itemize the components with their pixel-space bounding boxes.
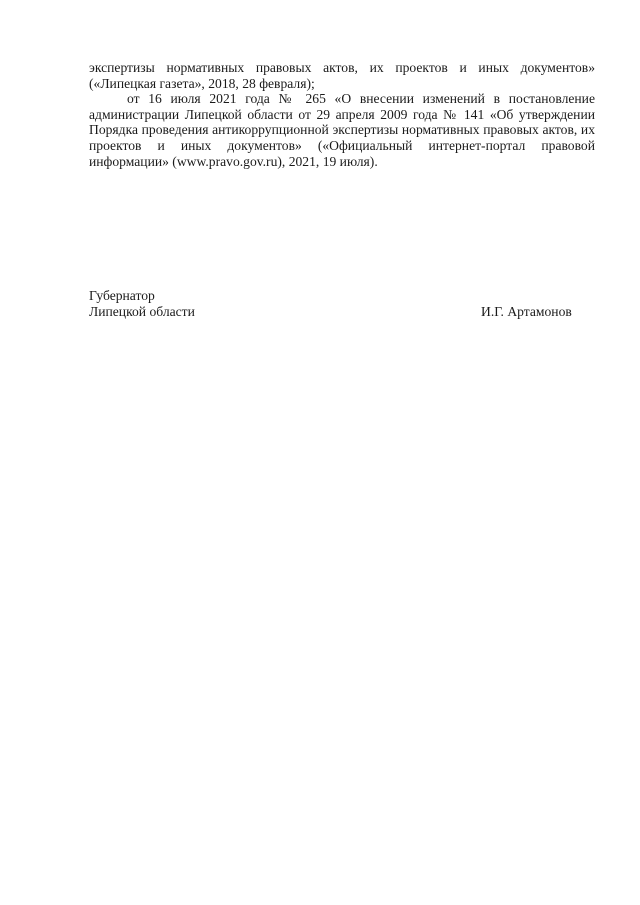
paragraph-continuation: экспертизы нормативных правовых актов, их проектов и иных документов» («Липецкая газета», 2018, 28 февраля); xyxy=(89,60,595,91)
document-body xyxy=(89,60,595,169)
signatory-position-line1: Губернатор xyxy=(89,288,155,303)
signature-block xyxy=(89,288,595,319)
signatory-position-line2: Липецкой области xyxy=(89,303,195,319)
paragraph-amendment: от 16 июля 2021 года № 265 «О внесении изменений в постановление администрации Липецкой области от 29 апреля 2009 года № 141 «Об утверждении Порядка проведения антикоррупционной экспертизы нормативных правовых актов, их проектов и иных документов» («Официальный интернет-портал правовой информации» (www.pravo.gov.ru), 2021, 19 июля). xyxy=(89,91,595,169)
signatory-name: И.Г. Артамонов xyxy=(481,303,572,319)
signatory-position-row xyxy=(89,304,595,320)
